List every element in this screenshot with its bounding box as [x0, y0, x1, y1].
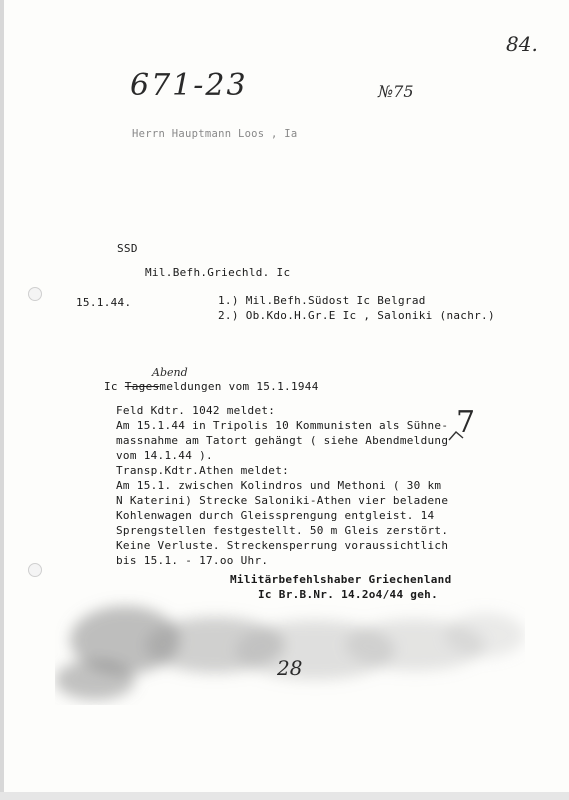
- subject-prefix: Ic: [104, 380, 118, 393]
- handwritten-file-number: 671-23: [130, 68, 248, 103]
- handwritten-doc-number: №75: [378, 82, 414, 101]
- margin-tick-mark: [446, 424, 466, 446]
- routing-addressee: Herrn Hauptmann Loos , Ia: [132, 128, 298, 140]
- body-line-8: Kohlenwagen durch Gleissprengung entgleist. 14: [116, 509, 435, 522]
- handwritten-margin-mark: 7: [456, 405, 476, 440]
- handwritten-bottom-number: 28: [277, 656, 303, 680]
- scan-left-edge: [0, 0, 4, 800]
- body-line-10: Keine Verluste. Streckensperrung voraussichtlich: [116, 539, 449, 552]
- body-line-11: bis 15.1. - 17.oo Uhr.: [116, 554, 269, 567]
- body-line-7: N Katerini) Strecke Saloniki-Athen vier beladene: [116, 494, 449, 507]
- ssd-label: SSD: [117, 242, 138, 255]
- punch-hole: [28, 563, 42, 577]
- body-line-1: Feld Kdtr. 1042 meldet:: [116, 404, 276, 417]
- subject-line: [104, 380, 319, 393]
- scan-smudge: [55, 590, 525, 705]
- subject-rest: meldungen vom 15.1.1944: [159, 380, 319, 393]
- body-line-6: Am 15.1. zwischen Kolindros und Methoni ( 30 km: [116, 479, 442, 492]
- date-line: 15.1.44.: [76, 296, 132, 309]
- signature-title: Militärbefehlshaber Griechenland: [230, 573, 452, 586]
- sender-line: Mil.Befh.Griechld. Ic: [145, 266, 291, 279]
- handwritten-page-number: 84.: [506, 32, 538, 56]
- scan-bottom-edge: [0, 792, 569, 800]
- body-line-9: Sprengstellen festgestellt. 50 m Gleis zerstört.: [116, 524, 449, 537]
- signature-reference: Ic Br.B.Nr. 14.2o4/44 geh.: [258, 588, 438, 601]
- punch-hole: [28, 287, 42, 301]
- recipient-2: 2.) Ob.Kdo.H.Gr.E Ic , Saloniki (nachr.): [218, 309, 495, 322]
- body-line-5: Transp.Kdtr.Athen meldet:: [116, 464, 290, 477]
- subject-struck-word: Tages: [124, 380, 160, 393]
- body-line-4: vom 14.1.44 ).: [116, 449, 213, 462]
- handwritten-overwrite-word: Abend: [152, 366, 188, 379]
- recipient-1: 1.) Mil.Befh.Südost Ic Belgrad: [218, 294, 426, 307]
- body-line-3: massnahme am Tatort gehängt ( siehe Abendmeldung: [116, 434, 449, 447]
- body-line-2: Am 15.1.44 in Tripolis 10 Kommunisten als Sühne-: [116, 419, 449, 432]
